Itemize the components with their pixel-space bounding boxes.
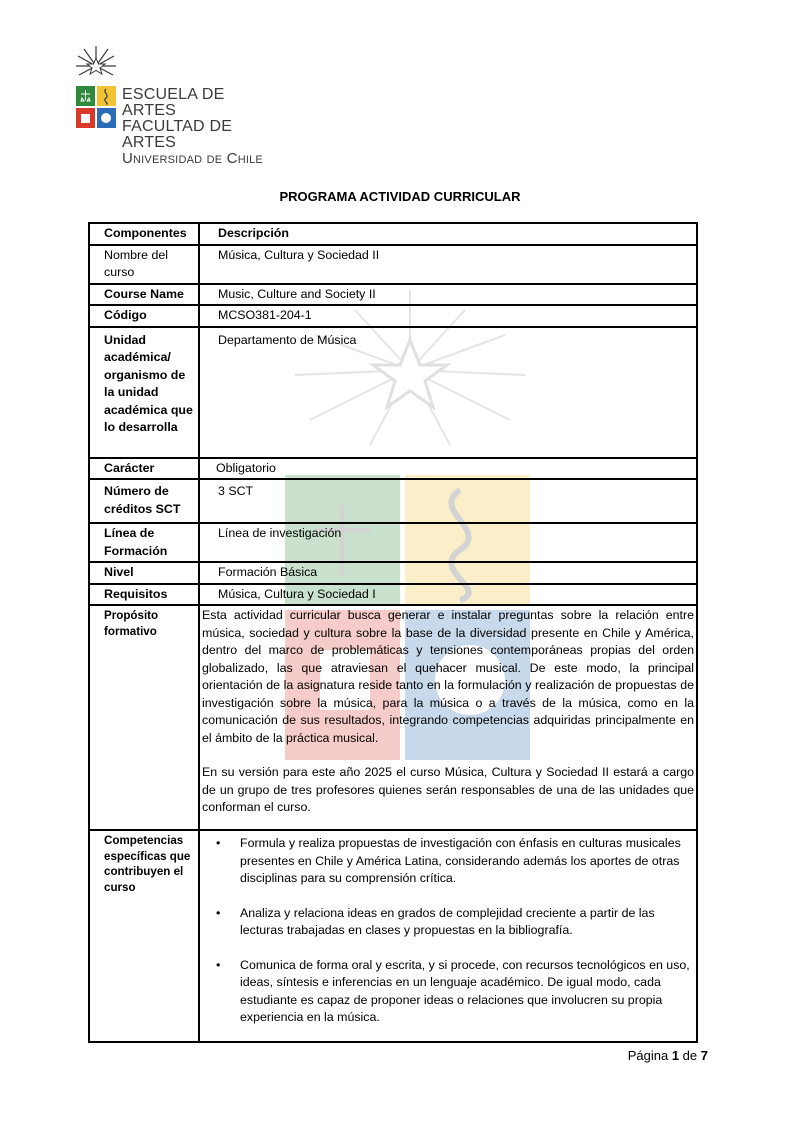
page-separator: de bbox=[682, 1048, 698, 1063]
page-footer bbox=[628, 1048, 708, 1063]
row-value-linea: Línea de investigación bbox=[199, 523, 697, 562]
row-value-caracter: Obligatorio bbox=[199, 458, 697, 480]
row-label-nivel: Nivel bbox=[89, 562, 199, 584]
university-emblem-icon bbox=[74, 44, 118, 134]
row-value-nivel: Formación Básica bbox=[199, 562, 697, 584]
table-row bbox=[89, 605, 697, 830]
row-label-unidad: Unidad académica/ organismo de la unidad académica que lo desarrolla bbox=[89, 327, 199, 458]
bullet-icon: • bbox=[216, 905, 221, 920]
row-label-requisitos: Requisitos bbox=[89, 584, 199, 606]
table-header-row bbox=[89, 223, 697, 245]
bullet-icon: • bbox=[216, 957, 221, 972]
row-value-nombre: Música, Cultura y Sociedad II bbox=[199, 245, 697, 284]
table-row bbox=[89, 562, 697, 584]
row-label-codigo: Código bbox=[89, 305, 199, 327]
row-value-course-name: Music, Culture and Society II bbox=[199, 284, 697, 306]
course-program-table bbox=[88, 222, 698, 1043]
logo bbox=[74, 44, 274, 167]
table-row bbox=[89, 245, 697, 284]
row-value-creditos: 3 SCT bbox=[199, 479, 697, 523]
competencia-text: Comunica de forma oral y escrita, y si procede, con recursos tecnológicos en uso, ideas, síntesis e inferencias en un lenguaje académico. De igual modo, cada estudiante es capaz de proponer ideas o relaciones que involucren su propia experiencia en la música. bbox=[240, 957, 690, 1024]
current-page-number: 1 bbox=[671, 1048, 680, 1063]
row-label-competencias: Competencias específicas que contribuyen el curso bbox=[89, 830, 199, 1042]
row-value-competencias bbox=[199, 830, 697, 1042]
row-label-proposito: Propósito formativo bbox=[89, 605, 199, 830]
page-label: Página bbox=[627, 1048, 669, 1063]
table-row bbox=[89, 479, 697, 523]
row-label-linea: Línea de Formación bbox=[89, 523, 199, 562]
row-value-codigo: MCSO381-204-1 bbox=[199, 305, 697, 327]
row-label-creditos: Número de créditos SCT bbox=[89, 479, 199, 523]
bullet-icon: • bbox=[216, 836, 221, 850]
table-row bbox=[89, 284, 697, 306]
row-value-proposito bbox=[199, 605, 697, 830]
total-pages-number: 7 bbox=[700, 1048, 708, 1063]
table-row bbox=[89, 327, 697, 458]
document-title: PROGRAMA ACTIVIDAD CURRICULAR bbox=[279, 189, 521, 204]
row-label-nombre: Nombre del curso bbox=[89, 245, 199, 284]
header-description: Descripción bbox=[199, 223, 697, 245]
row-value-requisitos: Música, Cultura y Sociedad I bbox=[199, 584, 697, 606]
list-item bbox=[216, 835, 696, 888]
competencia-text: Formula y realiza propuestas de investigación con énfasis en culturas musicales presentes en Chile y América Latina, considerando además los aportes de otras disciplinas para su comprensión crítica. bbox=[240, 836, 681, 885]
logo-text bbox=[122, 87, 274, 167]
logo-line-3: Universidad de Chile bbox=[122, 150, 263, 167]
table-row bbox=[89, 830, 697, 1042]
proposito-paragraph-1: Esta actividad curricular busca generar e instalar preguntas sobre la relación entre música, sociedad y cultura sobre la base de la diversidad presente en Chile y América, dentro del marco de problemáticas y tensiones contemporáneas propias del orden globalizado, las que atraviesan el quehacer musical. De este modo, la principal orientación de la asignatura reside tanto en la formulación y realización de propuestas de investigación sobre la música, para la música o a través de la música, como en la comunicación de sus resultados, integrando competencias adquiridas principalmente en el ámbito de la práctica musical. bbox=[202, 608, 694, 745]
competencia-text: Analiza y relaciona ideas en grados de complejidad creciente a partir de las lecturas trabajadas en clases y propuestas en la bibliografía. bbox=[240, 905, 655, 937]
table-row bbox=[89, 458, 697, 480]
row-value-unidad: Departamento de Música bbox=[199, 327, 697, 458]
table-row bbox=[89, 584, 697, 606]
list-item bbox=[216, 957, 696, 1027]
logo-line-2: FACULTAD DE ARTES bbox=[122, 118, 233, 151]
row-label-course-name: Course Name bbox=[89, 284, 199, 306]
proposito-paragraph-2: En su versión para este año 2025 el curso Música, Cultura y Sociedad II estará a cargo de un grupo de tres profesores quienes serán responsables de una de las unidades que conforman el curso. bbox=[202, 765, 694, 814]
header-components: Componentes bbox=[89, 223, 199, 245]
table-row bbox=[89, 523, 697, 562]
list-item bbox=[216, 905, 696, 940]
row-label-caracter: Carácter bbox=[89, 458, 199, 480]
table-row bbox=[89, 305, 697, 327]
competencias-list bbox=[200, 833, 696, 1039]
logo-line-1: ESCUELA DE ARTES bbox=[122, 86, 225, 119]
